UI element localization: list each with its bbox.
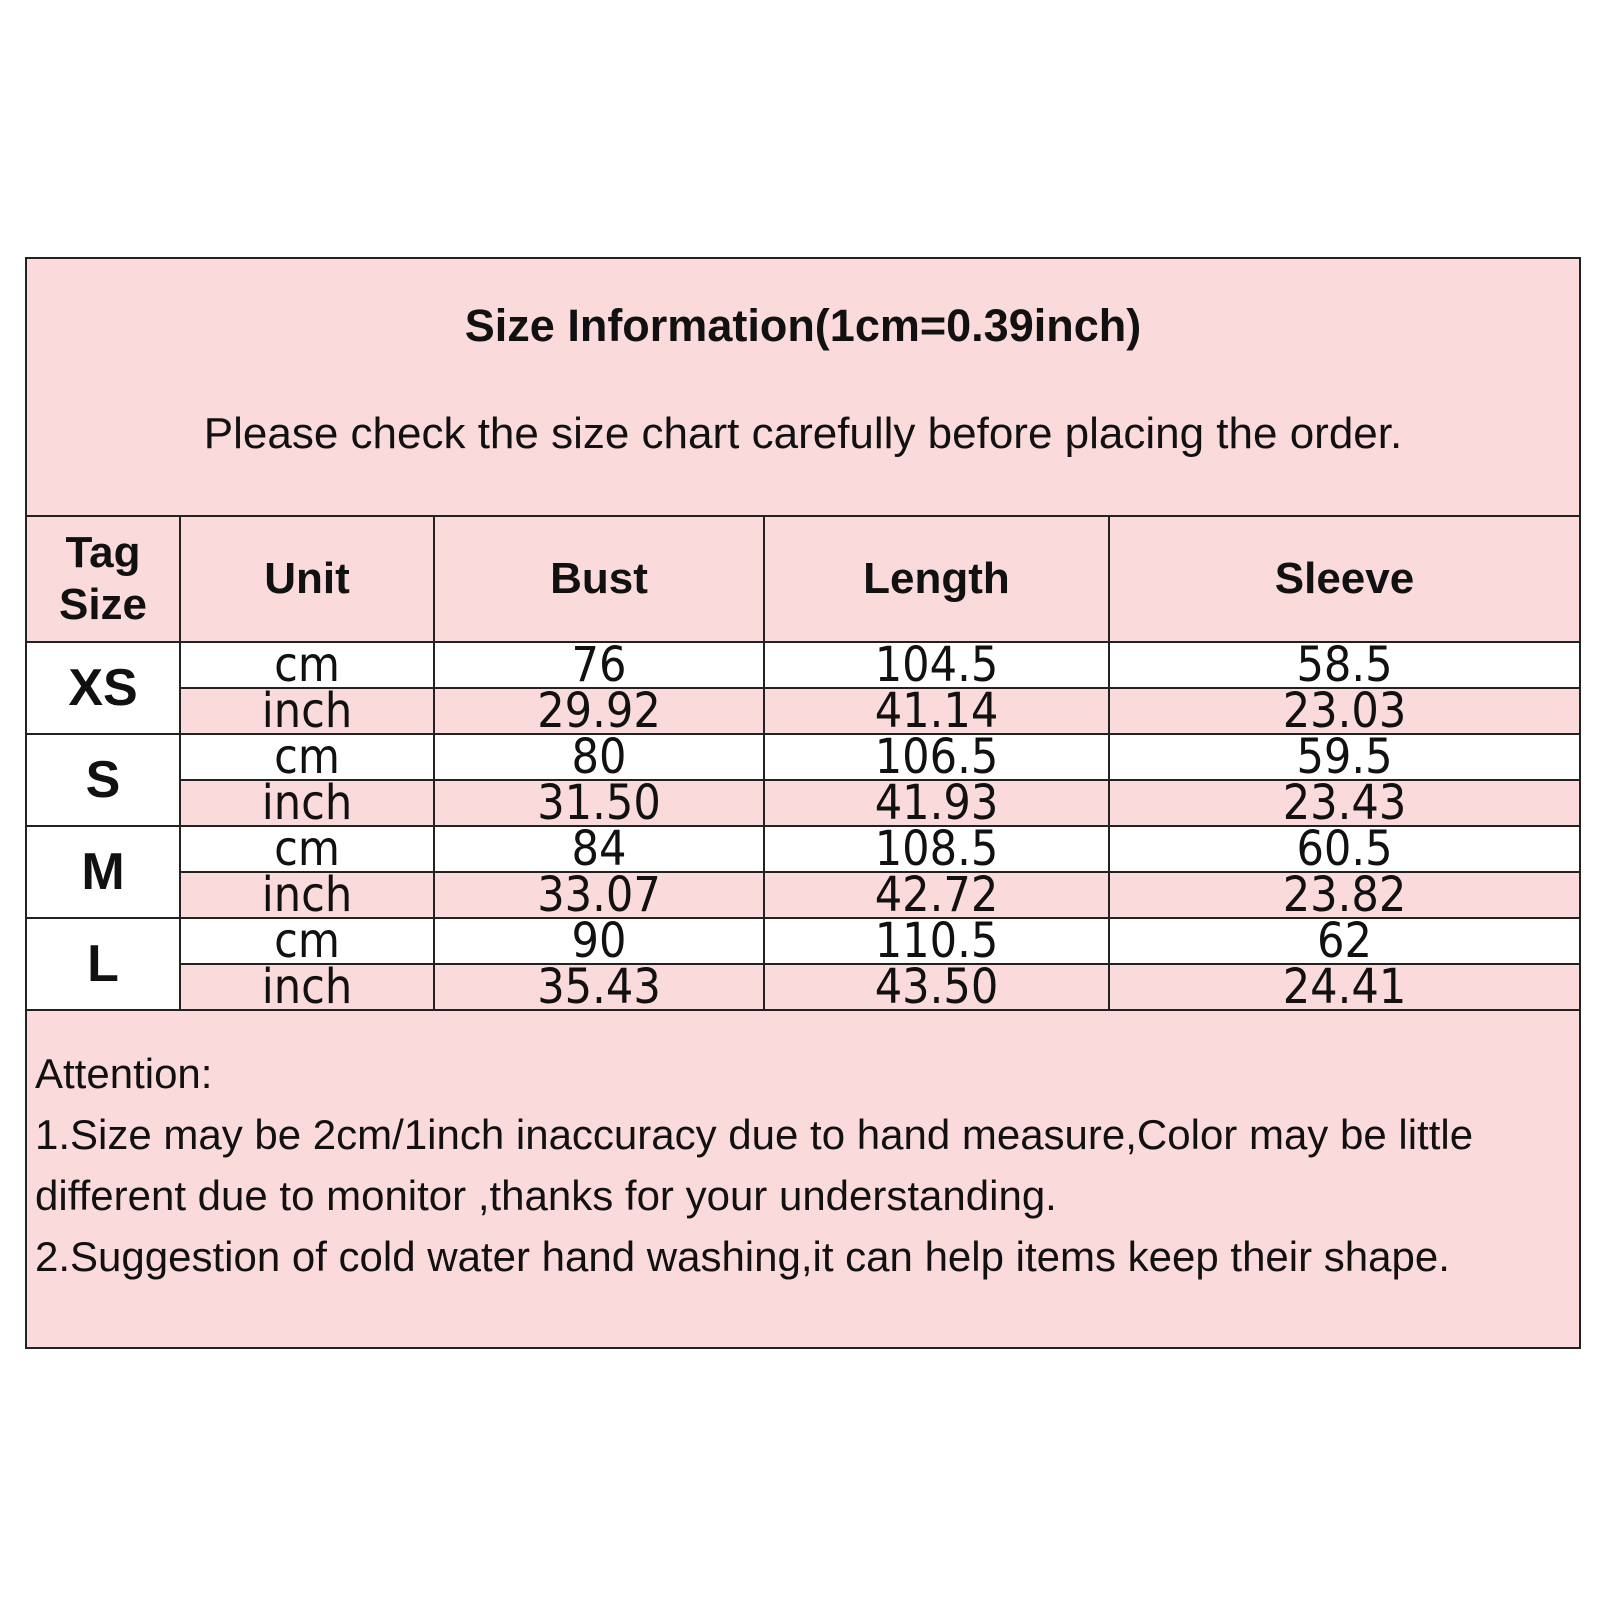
unit-cell: cm bbox=[180, 918, 434, 964]
table-row bbox=[27, 734, 1579, 780]
table-row bbox=[27, 872, 1579, 918]
sleeve-cell: 58.5 bbox=[1109, 642, 1579, 688]
notes-item-1: 1.Size may be 2cm/1inch inaccuracy due to hand measure,Color may be little different due to monitor ,thanks for your understanding. bbox=[35, 1111, 1474, 1219]
length-cell: 43.50 bbox=[764, 964, 1109, 1010]
length-cell: 108.5 bbox=[764, 826, 1109, 872]
table-row bbox=[27, 918, 1579, 964]
sleeve-cell: 60.5 bbox=[1109, 826, 1579, 872]
tag-size-cell: M bbox=[27, 826, 180, 918]
length-cell: 106.5 bbox=[764, 734, 1109, 780]
unit-cell: cm bbox=[180, 642, 434, 688]
notes-heading: Attention: bbox=[35, 1050, 213, 1097]
bust-cell: 80 bbox=[434, 734, 764, 780]
sleeve-cell: 23.43 bbox=[1109, 780, 1579, 826]
length-cell: 104.5 bbox=[764, 642, 1109, 688]
header-tag-size bbox=[27, 516, 180, 642]
table-row bbox=[27, 780, 1579, 826]
header-tag-line2: Size bbox=[58, 580, 148, 629]
length-cell: 42.72 bbox=[764, 872, 1109, 918]
tag-size-cell: L bbox=[27, 918, 180, 1010]
bust-cell: 90 bbox=[434, 918, 764, 964]
sleeve-cell: 59.5 bbox=[1109, 734, 1579, 780]
sleeve-cell: 62 bbox=[1109, 918, 1579, 964]
tag-size-cell: XS bbox=[27, 642, 180, 734]
bust-cell: 84 bbox=[434, 826, 764, 872]
header-unit: Unit bbox=[180, 516, 434, 642]
header-length: Length bbox=[764, 516, 1109, 642]
table-row bbox=[27, 688, 1579, 734]
unit-cell: inch bbox=[180, 964, 434, 1010]
sleeve-cell: 23.82 bbox=[1109, 872, 1579, 918]
table-header-row bbox=[27, 516, 1579, 642]
bust-cell: 29.92 bbox=[434, 688, 764, 734]
length-cell: 41.93 bbox=[764, 780, 1109, 826]
chart-subtitle: Please check the size chart carefully before placing the order. bbox=[203, 409, 1403, 458]
attention-notes bbox=[35, 1043, 1571, 1287]
table-row bbox=[27, 642, 1579, 688]
sleeve-cell: 24.41 bbox=[1109, 964, 1579, 1010]
table-row bbox=[27, 964, 1579, 1010]
header-sleeve: Sleeve bbox=[1109, 516, 1579, 642]
bust-cell: 35.43 bbox=[434, 964, 764, 1010]
sleeve-cell: 23.03 bbox=[1109, 688, 1579, 734]
unit-cell: cm bbox=[180, 826, 434, 872]
chart-header bbox=[27, 259, 1579, 515]
length-cell: 110.5 bbox=[764, 918, 1109, 964]
notes-item-2: 2.Suggestion of cold water hand washing,it can help items keep their shape. bbox=[35, 1233, 1450, 1280]
bust-cell: 31.50 bbox=[434, 780, 764, 826]
bust-cell: 76 bbox=[434, 642, 764, 688]
unit-cell: inch bbox=[180, 872, 434, 918]
unit-cell: cm bbox=[180, 734, 434, 780]
bust-cell: 33.07 bbox=[434, 872, 764, 918]
unit-cell: inch bbox=[180, 780, 434, 826]
size-chart bbox=[25, 257, 1581, 1349]
length-cell: 41.14 bbox=[764, 688, 1109, 734]
size-table bbox=[27, 515, 1579, 1011]
unit-cell: inch bbox=[180, 688, 434, 734]
tag-size-cell: S bbox=[27, 734, 180, 826]
chart-title: Size Information(1cm=0.39inch) bbox=[464, 300, 1142, 351]
header-tag-line1: Tag bbox=[65, 528, 141, 577]
header-bust: Bust bbox=[434, 516, 764, 642]
table-row bbox=[27, 826, 1579, 872]
